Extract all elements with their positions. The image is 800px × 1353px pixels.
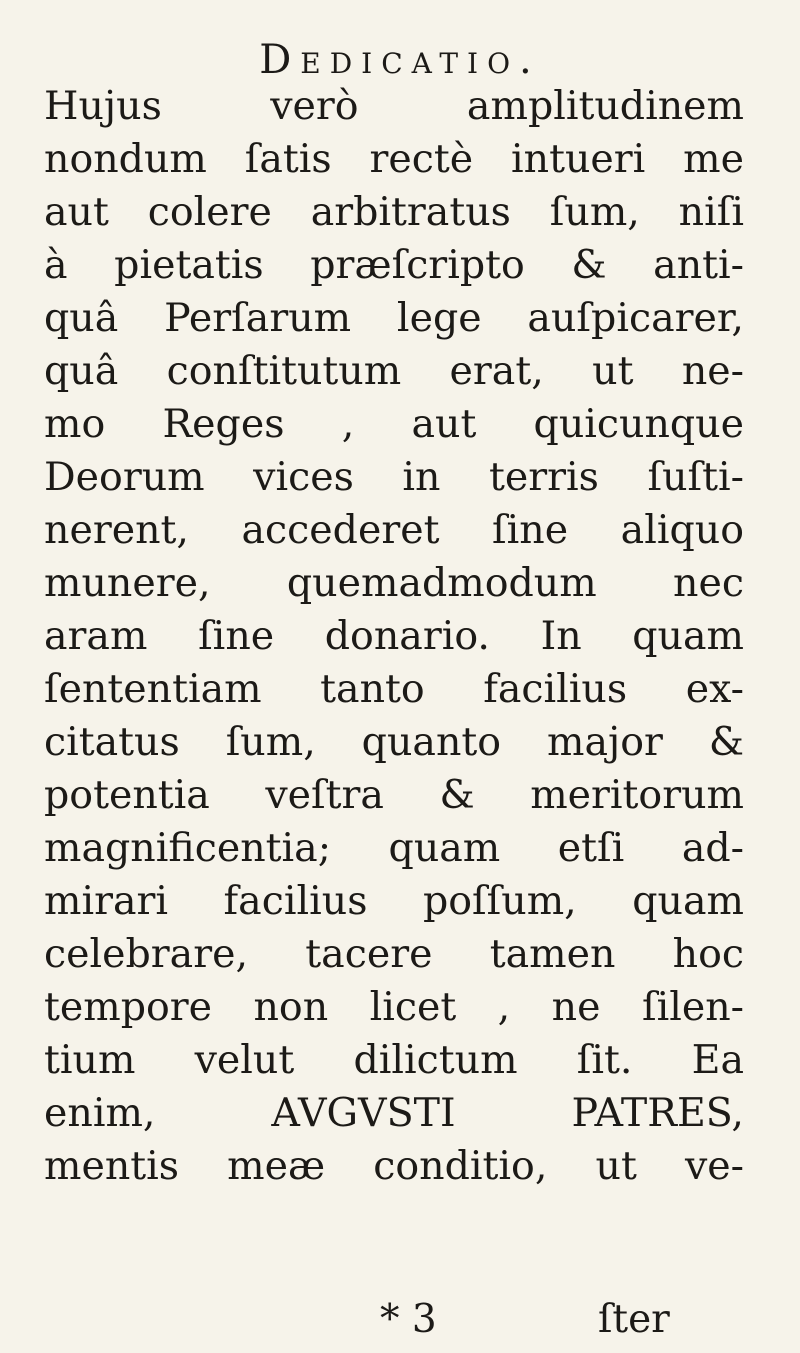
running-head: Dedicatio. bbox=[259, 37, 541, 83]
text-line: mentis meæ conditio, ut ve- bbox=[44, 1143, 744, 1189]
text-line: citatus ſum, quanto major & bbox=[44, 719, 744, 765]
text-line: magnificentia; quam etſi ad- bbox=[44, 825, 744, 871]
text-line: tempore non licet , ne ſilen- bbox=[44, 984, 744, 1030]
text-line: quâ conſtitutum erat, ut ne- bbox=[44, 348, 744, 394]
text-line: enim, AVGVSTI PATRES, bbox=[44, 1090, 744, 1136]
text-line: quâ Perſarum lege auſpicarer, bbox=[44, 295, 744, 341]
text-block bbox=[44, 80, 744, 1193]
text-line: nerent, accederet ſine aliquo bbox=[44, 507, 744, 553]
text-line: aut colere arbitratus ſum, niſi bbox=[44, 189, 744, 235]
text-line: ſententiam tanto facilius ex- bbox=[44, 666, 744, 712]
text-line: Hujus verò amplitudinem bbox=[44, 83, 744, 129]
text-line: munere, quemadmodum nec bbox=[44, 560, 744, 606]
text-line: celebrare, tacere tamen hoc bbox=[44, 931, 744, 977]
text-line: mo Reges , aut quicunque bbox=[44, 401, 744, 447]
text-line: nondum ſatis rectè intueri me bbox=[44, 136, 744, 182]
text-line: potentia veſtra & meritorum bbox=[44, 772, 744, 818]
text-line: Deorum vices in terris ſuſti- bbox=[44, 454, 744, 500]
text-line: aram ſine donario. In quam bbox=[44, 613, 744, 659]
signature-mark: * 3 bbox=[380, 1297, 437, 1342]
page-footer bbox=[0, 1290, 800, 1350]
text-line: tium velut dilictum ſit. Ea bbox=[44, 1037, 744, 1083]
text-line: à pietatis præſcripto & anti- bbox=[44, 242, 744, 288]
catchword: ſter bbox=[598, 1297, 670, 1342]
text-line: mirari facilius poſſum, quam bbox=[44, 878, 744, 924]
